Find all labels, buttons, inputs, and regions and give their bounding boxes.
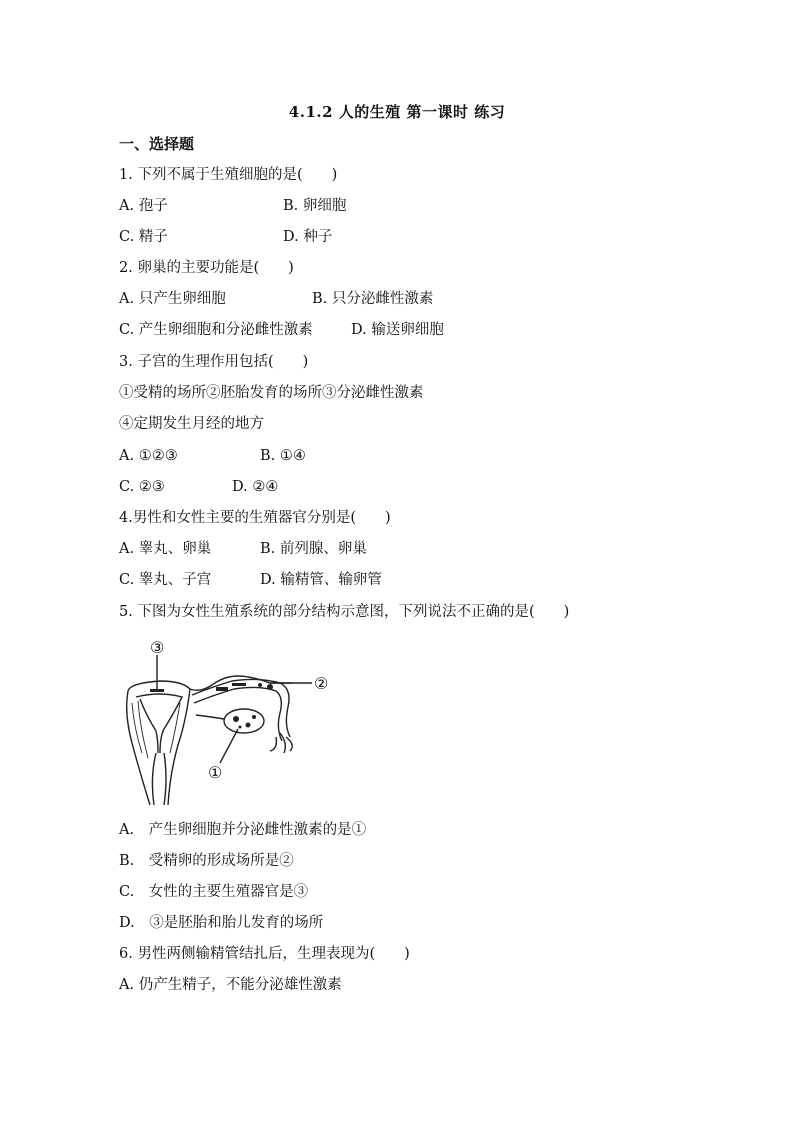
question-2-option-a: A. 只产生卵细胞 [119,291,226,307]
question-3-option-a: A. ①②③ [119,448,178,464]
question-3-option-c: C. ②③ [119,479,165,495]
question-1-option-d: D. 种子 [283,229,333,245]
question-4-option-b: B. 前列腺、卵巢 [260,541,367,557]
page-title: 4.1.2 人的生殖 第一课时 练习 [288,103,506,121]
diagram-label-1: ① [208,763,223,782]
question-4-option-c: C. 睾丸、子宫 [119,572,212,588]
question-4-option-d: D. 输精管、输卵管 [260,572,382,588]
question-3-stem: 3. 子宫的生理作用包括( ) [119,354,309,370]
question-5-option-c: C. 女性的主要生殖器官是③ [119,884,309,900]
diagram-label-3: ③ [150,638,165,657]
question-5-option-a: A. 产生卵细胞并分泌雌性激素的是① [119,822,367,838]
question-3-statement-1: ①受精的场所②胚胎发育的场所③分泌雌性激素 [119,385,424,401]
question-2-stem: 2. 卵巢的主要功能是( ) [119,260,294,276]
question-3-statement-2: ④定期发生月经的地方 [119,416,264,432]
question-1-option-c: C. 精子 [119,229,168,245]
question-2-option-b: B. 只分泌雌性激素 [312,291,434,307]
question-2-option-c: C. 产生卵细胞和分泌雌性激素 [119,322,313,338]
question-4-option-a: A. 睾丸、卵巢 [119,541,212,557]
question-3-option-d: D. ②④ [232,479,279,495]
question-4-stem: 4.男性和女性主要的生殖器官分别是( ) [119,510,391,526]
question-6-option-a: A. 仍产生精子，不能分泌雄性激素 [119,977,342,993]
diagram-label-2: ② [314,674,329,693]
question-5-option-d: D. ③是胚胎和胎儿发育的场所 [119,915,324,931]
question-6-stem: 6. 男性两侧输精管结扎后，生理表现为( ) [119,946,410,962]
question-1-option-b: B. 卵细胞 [283,198,347,214]
question-3-option-b: B. ①④ [260,448,306,464]
question-1-stem: 1. 下列不属于生殖细胞的是( ) [119,167,338,183]
section-heading: 一、选择题 [119,135,195,153]
question-1-option-a: A. 孢子 [119,198,168,214]
question-2-option-d: D. 输送卵细胞 [351,322,444,338]
question-5-stem: 5. 下图为女性生殖系统的部分结构示意图，下列说法不正确的是( ) [119,604,570,620]
female-reproductive-system-diagram [120,633,340,808]
question-5-option-b: B. 受精卵的形成场所是② [119,853,294,869]
